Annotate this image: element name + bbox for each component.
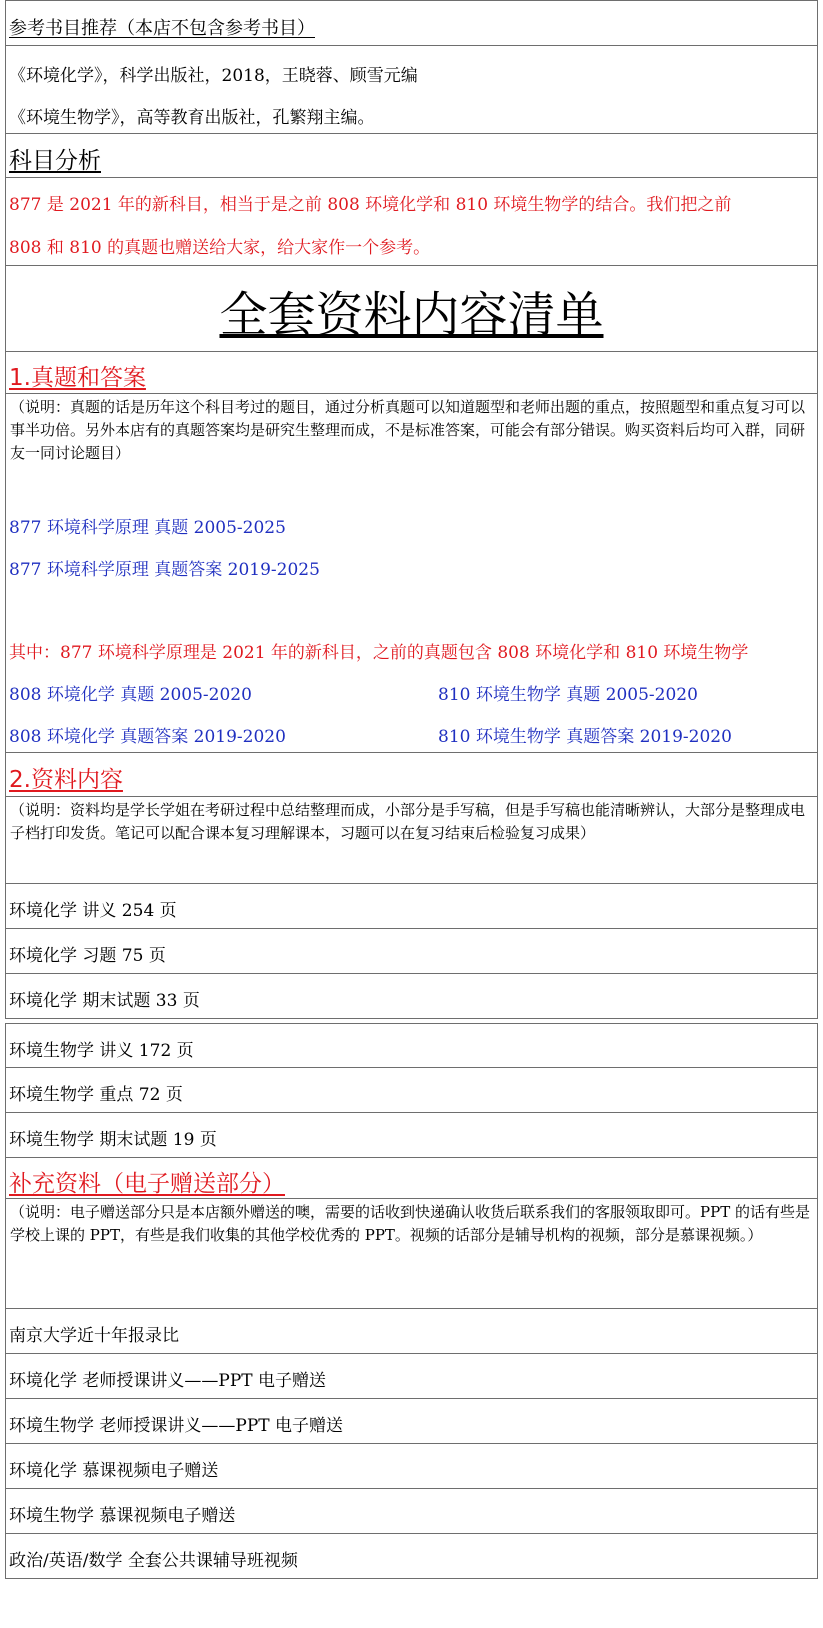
material-item: 环境生物学 重点 72 页 — [9, 1085, 183, 1105]
list-item — [5, 1354, 818, 1399]
list-item — [5, 929, 818, 974]
document-sheet — [5, 0, 818, 1579]
list-item — [5, 1023, 818, 1068]
bonus-item: 环境生物学 老师授课讲义——PPT 电子赠送 — [9, 1416, 344, 1436]
material-item: 环境化学 期末试题 33 页 — [9, 991, 200, 1011]
section1-remark: 其中：877 环境科学原理是 2021 年的新科目，之前的真题包含 808 环境化学和 810 环境生物学 — [9, 643, 749, 663]
bonus-item: 政治/英语/数学 全套公共课辅导班视频 — [9, 1551, 298, 1571]
exam-item-810-questions: 810 环境生物学 真题 2005-2020 — [438, 685, 698, 705]
section2-note-row — [5, 797, 818, 884]
list-item — [5, 1534, 818, 1579]
list-item — [5, 1399, 818, 1444]
analysis-heading-row — [5, 134, 818, 178]
material-item: 环境生物学 讲义 172 页 — [9, 1041, 194, 1061]
analysis-line-2: 808 和 810 的真题也赠送给大家，给大家作一个参考。 — [9, 238, 431, 258]
list-item — [5, 1068, 818, 1113]
section1-note: （说明：真题的话是历年这个科目考过的题目，通过分析真题可以知道题型和老师出题的重点，按照题型和重点复习可以事半功倍。另外本店有的真题答案均是研究生整理而成，不是标准答案，可能会有部分错误。购买资料后均可入群，同研友一同讨论题目） — [10, 398, 806, 462]
bonus-item: 环境化学 慕课视频电子赠送 — [9, 1461, 219, 1481]
list-item — [5, 1489, 818, 1534]
exam-item-808-answers: 808 环境化学 真题答案 2019-2020 — [9, 727, 286, 747]
section1-body — [5, 394, 818, 753]
exam-item-808-questions: 808 环境化学 真题 2005-2020 — [9, 685, 252, 705]
exam-item-877-answers: 877 环境科学原理 真题答案 2019-2025 — [9, 560, 320, 580]
main-title: 全套资料内容清单 — [219, 287, 604, 343]
list-item — [5, 1444, 818, 1489]
section3-note-row — [5, 1199, 818, 1309]
section1-heading-row — [5, 352, 818, 394]
book-item-1: 《环境化学》，科学出版社，2018，王晓蓉、顾雪元编 — [9, 66, 418, 86]
section2-heading: 2.资料内容 — [9, 767, 123, 793]
main-title-row — [5, 266, 818, 352]
analysis-heading: 科目分析 — [9, 148, 101, 174]
section1-heading: 1.真题和答案 — [9, 365, 146, 391]
list-item — [5, 884, 818, 929]
material-item: 环境生物学 期末试题 19 页 — [9, 1130, 217, 1150]
bonus-item: 环境化学 老师授课讲义——PPT 电子赠送 — [9, 1371, 327, 1391]
list-item — [5, 1113, 818, 1158]
analysis-text-row — [5, 178, 818, 266]
exam-item-810-answers: 810 环境生物学 真题答案 2019-2020 — [438, 727, 732, 747]
books-list-row — [5, 46, 818, 134]
material-item: 环境化学 习题 75 页 — [9, 946, 166, 966]
list-item — [5, 1309, 818, 1354]
section3-note: （说明：电子赠送部分只是本店额外赠送的噢，需要的话收到快递确认收货后联系我们的客服领取即可。PPT 的话有些是学校上课的 PPT，有些是我们收集的其他学校优秀的 PPT。视频的话部分是辅导机构的视频，部分是慕课视频。） — [10, 1203, 810, 1244]
exam-item-877-questions: 877 环境科学原理 真题 2005-2025 — [9, 518, 286, 538]
section2-note: （说明：资料均是学长学姐在考研过程中总结整理而成，小部分是手写稿，但是手写稿也能清晰辨认，大部分是整理成电子档打印发货。笔记可以配合课本复习理解课本，习题可以在复习结束后检验复习成果） — [10, 801, 806, 842]
section3-heading-row — [5, 1158, 818, 1199]
bonus-item: 南京大学近十年报录比 — [9, 1326, 179, 1346]
section2-heading-row — [5, 753, 818, 797]
bonus-item: 环境生物学 慕课视频电子赠送 — [9, 1506, 236, 1526]
book-item-2: 《环境生物学》，高等教育出版社，孔繁翔主编。 — [9, 108, 375, 128]
books-heading-row — [5, 0, 818, 46]
section3-heading: 补充资料（电子赠送部分） — [9, 1171, 285, 1197]
material-item: 环境化学 讲义 254 页 — [9, 901, 177, 921]
analysis-line-1: 877 是 2021 年的新科目，相当于是之前 808 环境化学和 810 环境生物学的结合。我们把之前 — [9, 195, 732, 215]
list-item — [5, 974, 818, 1019]
books-heading: 参考书目推荐（本店不包含参考书目） — [9, 18, 315, 39]
